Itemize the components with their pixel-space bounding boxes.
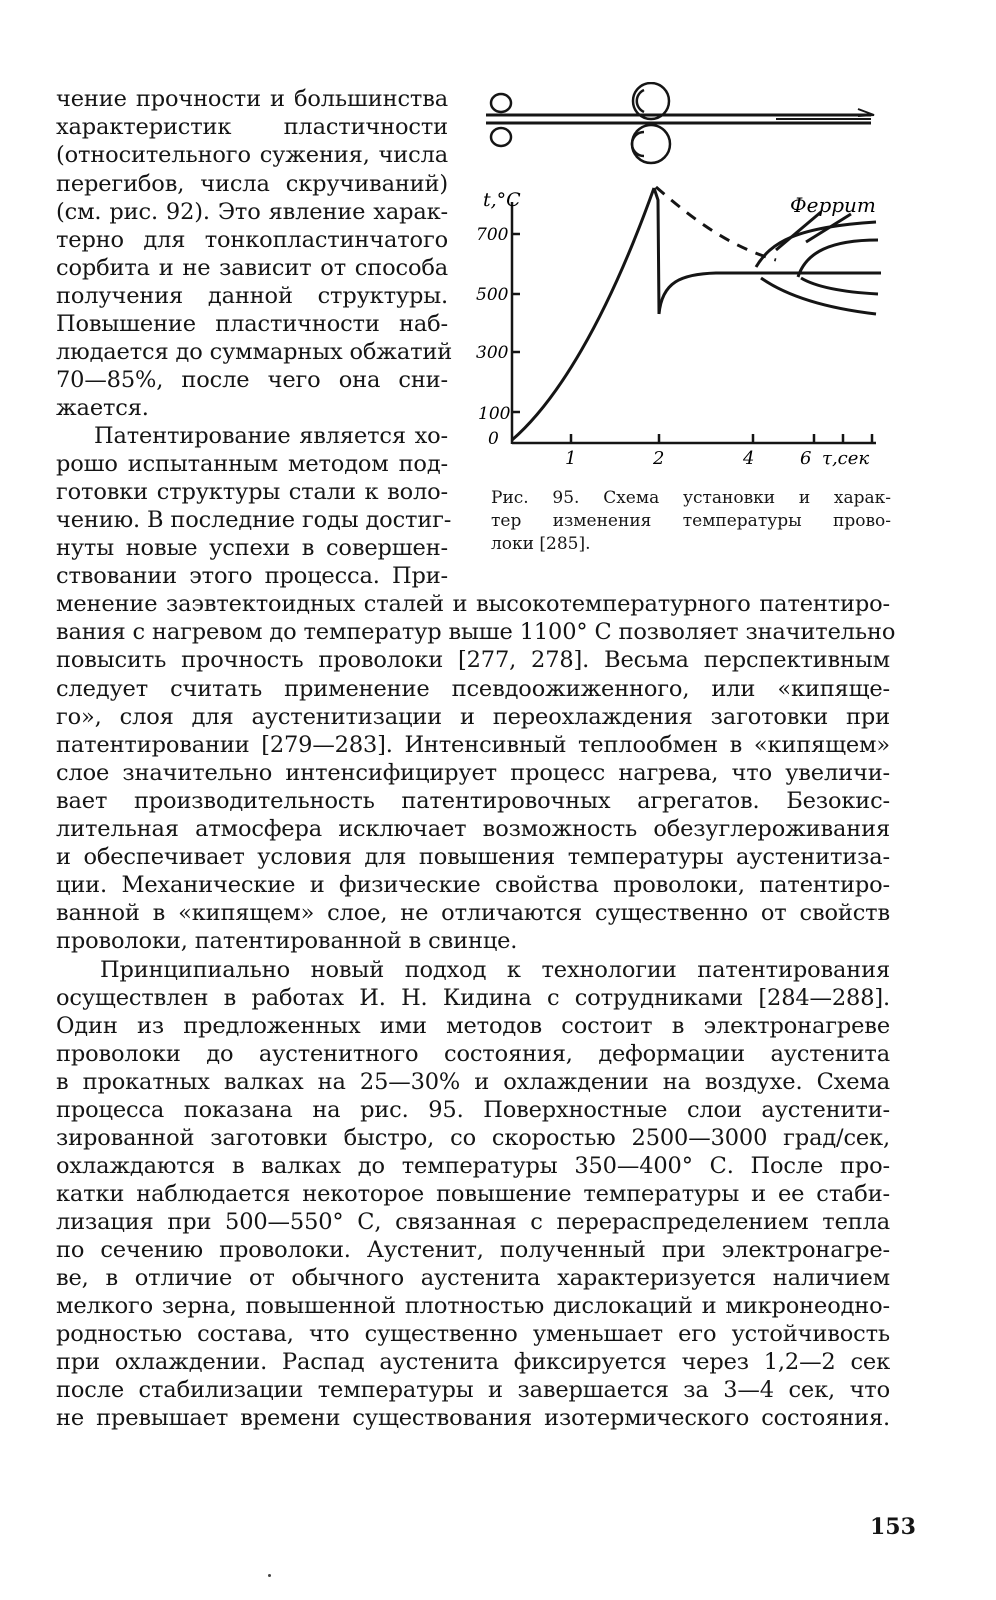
text-line: лизация при 500—550° С, связанная с перераспределением тепла xyxy=(56,1209,890,1235)
x-tick-label: 4 xyxy=(743,448,755,469)
text-line: (относительного сужения, числа xyxy=(56,142,448,168)
rolling-mill-schematic xyxy=(486,83,874,163)
text-line: процесса показана на рис. 95. Поверхностные слои аустенити- xyxy=(56,1097,890,1123)
text-line: нуты новые успехи в совершен- xyxy=(56,535,448,561)
text-line: катки наблюдается некоторое повышение температуры и ее стаби- xyxy=(56,1181,890,1207)
text-line: после стабилизации температуры и завершается за 3—4 сек, что xyxy=(56,1377,890,1403)
text-line: в прокатных валках на 25—30% и охлаждении на воздухе. Схема xyxy=(56,1069,890,1095)
text-line: готовки структуры стали к воло- xyxy=(56,479,448,505)
figure-caption-line: тер изменения температуры прово- xyxy=(491,511,891,531)
text-line: рошо испытанным методом под- xyxy=(56,451,448,477)
upper-roll-rotation-arrow xyxy=(637,90,644,112)
ferrite-label: Феррит xyxy=(790,193,876,217)
x-tick-label: 1 xyxy=(565,448,577,469)
text-line: ции. Механические и физические свойства проволоки, патентиро- xyxy=(56,872,890,898)
dashed-curve xyxy=(656,187,776,260)
text-line: жается. xyxy=(56,395,149,421)
lower-roll xyxy=(632,125,670,163)
figure-caption-line: локи [285]. xyxy=(491,534,591,554)
text-line: (см. рис. 92). Это явление харак- xyxy=(56,199,448,225)
x-tick-label: 6 xyxy=(800,448,812,469)
text-line: Один из предложенных ими методов состоит в электронагреве xyxy=(56,1013,890,1039)
text-line: проволоки до аустенитного состояния, деформации аустенита xyxy=(56,1041,890,1067)
y-tick-label: 0 xyxy=(488,429,499,449)
text-line: перегибов, числа скручиваний) xyxy=(56,171,448,197)
text-line: людается до суммарных обжатий xyxy=(56,339,453,365)
page-number: 153 xyxy=(870,1514,916,1540)
text-line: 70—85%, после чего она сни- xyxy=(56,367,448,393)
text-line: не превышает времени существования изотермического состояния. xyxy=(56,1405,890,1431)
paragraph-start-line: Принципиально новый подход к технологии патентирования xyxy=(100,957,890,983)
y-axis-label: t,°C xyxy=(483,189,521,211)
y-tick-label: 100 xyxy=(478,404,511,424)
figure-95 xyxy=(476,82,896,482)
scan-speck xyxy=(268,1574,271,1577)
x-axis-label: τ,сек xyxy=(822,448,870,469)
text-line: лительная атмосфера исключает возможность обезуглероживания xyxy=(56,816,890,842)
text-line: менение заэвтектоидных сталей и высокотемпературного патентиро- xyxy=(56,591,890,617)
text-line: ве, в отличие от обычного аустенита характеризуется наличием xyxy=(56,1265,890,1291)
text-line: чение прочности и большинства xyxy=(56,86,448,112)
y-tick-label: 300 xyxy=(476,343,509,363)
paragraph-start-line: Патентирование является хо- xyxy=(94,423,448,449)
text-line: охлаждаются в валках до температуры 350—400° С. После про- xyxy=(56,1153,890,1179)
temperature-curve xyxy=(512,188,881,440)
left-roller-bottom xyxy=(491,128,511,146)
text-line: чению. В последние годы достиг- xyxy=(56,507,452,533)
left-roller-top xyxy=(491,94,511,112)
ferrite-transformation-curves xyxy=(756,212,878,314)
text-line: ствовании этого процесса. При- xyxy=(56,563,448,589)
chart-axes xyxy=(512,202,876,444)
text-line: вает производительность патентировочных агрегатов. Безокис- xyxy=(56,788,890,814)
text-line: следует считать применение псевдоожиженного, или «кипяще- xyxy=(56,676,890,702)
text-line: родностью состава, что существенно уменьшает его устойчивость xyxy=(56,1321,890,1347)
text-line: при охлаждении. Распад аустенита фиксируется через 1,2—2 сек xyxy=(56,1349,890,1375)
text-line: мелкого зерна, повышенной плотностью дислокаций и микронеодно- xyxy=(56,1293,890,1319)
text-line: терно для тонкопластинчатого xyxy=(56,227,448,253)
text-line: вания с нагревом до температур выше 1100° С позволяет значительно xyxy=(56,619,896,645)
text-line: проволоки, патентированной в свинце. xyxy=(56,928,518,954)
text-line: зированной заготовки быстро, со скоростью 2500—3000 град/сек, xyxy=(56,1125,890,1151)
text-line: осуществлен в работах И. Н. Кидина с сотрудниками [284—288]. xyxy=(56,985,890,1011)
text-line: характеристик пластичности xyxy=(56,114,448,140)
figure-caption-line: Рис. 95. Схема установки и харак- xyxy=(491,488,891,508)
text-line: и обеспечивает условия для повышения температуры аустенитиза- xyxy=(56,844,890,870)
text-line: слое значительно интенсифицирует процесс нагрева, что увеличи- xyxy=(56,760,890,786)
text-line: повысить прочность проволоки [277, 278]. Весьма перспективным xyxy=(56,647,890,673)
text-line: по сечению проволоки. Аустенит, полученный при электронагре- xyxy=(56,1237,890,1263)
text-line: ванной в «кипящем» слое, не отличаются существенно от свойств xyxy=(56,900,890,926)
lower-roll-rotation-arrow xyxy=(632,132,644,156)
text-line: сорбита и не зависит от способа xyxy=(56,255,448,281)
y-tick-label: 700 xyxy=(476,225,509,245)
text-line: Повышение пластичности наб- xyxy=(56,311,448,337)
text-line: патентировании [279—283]. Интенсивный теплообмен в «кипящем» xyxy=(56,732,890,758)
text-line: получения данной структуры. xyxy=(56,283,448,309)
y-tick-label: 500 xyxy=(476,285,509,305)
x-tick-label: 2 xyxy=(653,448,665,469)
text-line: го», слоя для аустенитизации и переохлаждения заготовки при xyxy=(56,704,890,730)
